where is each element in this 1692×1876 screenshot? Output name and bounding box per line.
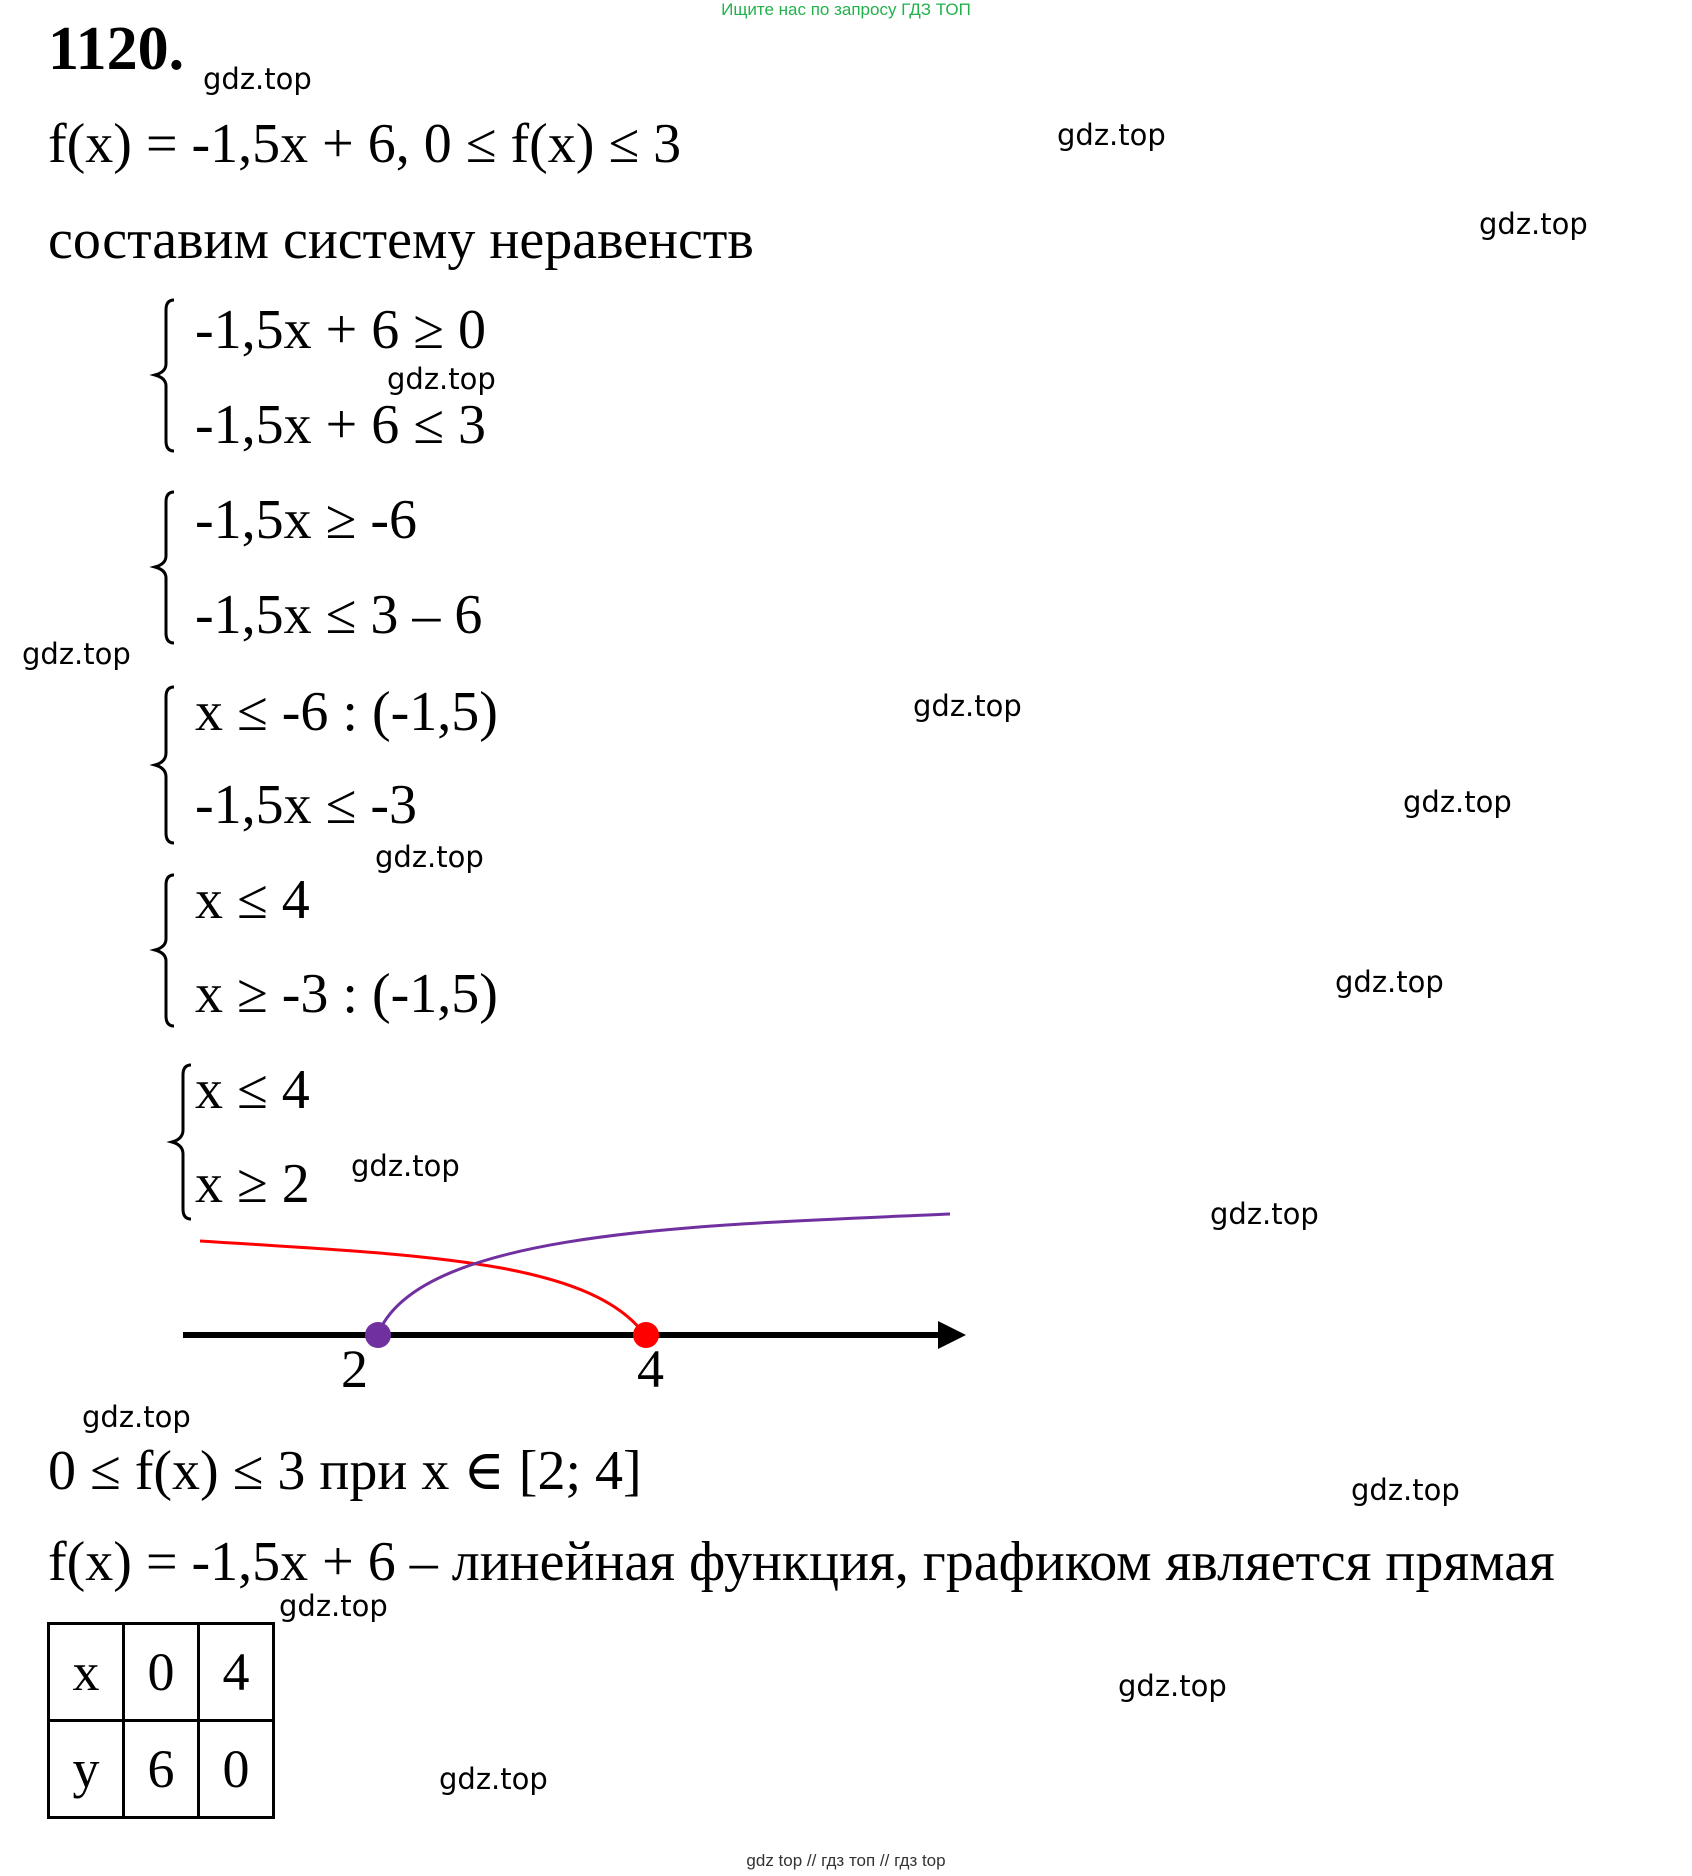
watermark: gdz.top: [439, 1762, 548, 1796]
table-cell: 0: [199, 1721, 274, 1818]
tick-label-2: 2: [341, 1339, 368, 1399]
point-2-dot: [365, 1322, 391, 1348]
xy-table: [47, 1622, 275, 1819]
brace-icon: [148, 490, 178, 645]
system-3-line-1: x ≤ -6 : (-1,5): [195, 681, 498, 743]
table-cell: y: [49, 1721, 124, 1818]
system-5-line-1: x ≤ 4: [195, 1059, 310, 1121]
table-row: [49, 1624, 274, 1721]
watermark: gdz.top: [1210, 1197, 1319, 1231]
tick-label-4: 4: [637, 1339, 664, 1399]
watermark: gdz.top: [82, 1400, 191, 1434]
table-row: [49, 1721, 274, 1818]
right-arc: [378, 1214, 950, 1334]
watermark: gdz.top: [375, 840, 484, 874]
linear-function-note: f(x) = -1,5x + 6 – линейная функция, графиком является прямая: [48, 1531, 1555, 1593]
axis-arrow-icon: [938, 1321, 966, 1349]
table-cell: 4: [199, 1624, 274, 1721]
watermark: gdz.top: [1335, 965, 1444, 999]
problem-statement: f(x) = -1,5x + 6, 0 ≤ f(x) ≤ 3: [48, 113, 682, 175]
system-1-line-2: -1,5x + 6 ≤ 3: [195, 394, 486, 456]
watermark: gdz.top: [1479, 207, 1588, 241]
answer-line: 0 ≤ f(x) ≤ 3 при x ∈ [2; 4]: [48, 1440, 642, 1502]
system-2-line-1: -1,5x ≥ -6: [195, 489, 418, 551]
brace-icon: [148, 685, 178, 845]
watermark: gdz.top: [913, 689, 1022, 723]
watermark: gdz.top: [279, 1589, 388, 1623]
bottom-banner: gdz top // гдз топ // гдз top: [746, 1851, 946, 1870]
table-cell: x: [49, 1624, 124, 1721]
problem-number: 1120.: [48, 15, 185, 83]
watermark: gdz.top: [1403, 785, 1512, 819]
watermark: gdz.top: [1057, 118, 1166, 152]
watermark: gdz.top: [203, 62, 312, 96]
step-intro: составим систему неравенств: [48, 209, 754, 271]
watermark: gdz.top: [387, 362, 496, 396]
brace-icon: [148, 873, 178, 1028]
table-cell: 6: [124, 1721, 199, 1818]
system-4-line-2: x ≥ -3 : (-1,5): [195, 963, 498, 1025]
brace-icon: [148, 298, 178, 453]
top-banner: Ищите нас по запросу ГДЗ ТОП: [721, 0, 971, 19]
watermark: gdz.top: [1351, 1473, 1460, 1507]
system-2-line-2: -1,5x ≤ 3 – 6: [195, 584, 483, 646]
system-5-line-2: x ≥ 2: [195, 1153, 310, 1215]
system-3-line-2: -1,5x ≤ -3: [195, 774, 418, 836]
table-cell: 0: [124, 1624, 199, 1721]
watermark: gdz.top: [351, 1149, 460, 1183]
watermark: gdz.top: [1118, 1669, 1227, 1703]
number-line: [0, 1190, 1000, 1410]
watermark: gdz.top: [22, 637, 131, 671]
system-4-line-1: x ≤ 4: [195, 869, 310, 931]
system-1-line-1: -1,5x + 6 ≥ 0: [195, 299, 486, 361]
